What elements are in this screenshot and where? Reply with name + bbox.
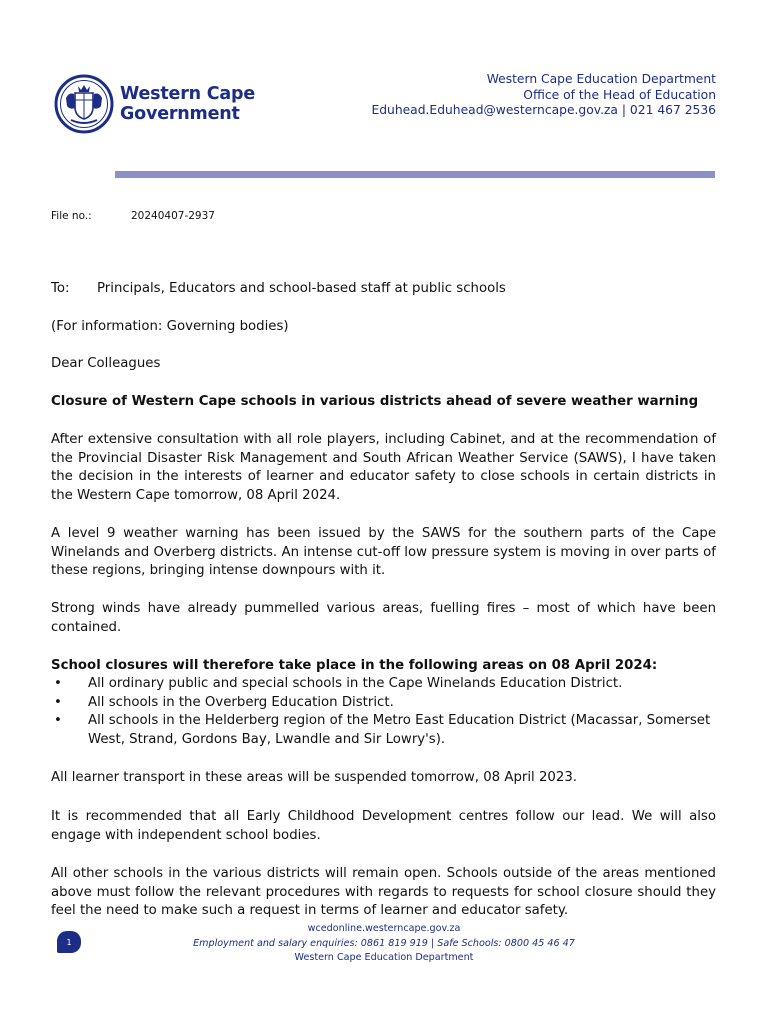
closure-item [51,694,716,713]
closure-item-text: All ordinary public and special schools in the Cape Winelands Education District. [88,676,623,691]
footer-enquiries: Employment and salary enquiries: 0861 819 919 | Safe Schools: 0800 45 46 47 [193,937,575,949]
header-divider-bar [115,171,715,178]
paragraph-learner-transport: All learner transport in these areas will be suspended tomorrow, 08 April 2023. [51,770,578,785]
closures-list [51,675,716,749]
bullet-icon: • [54,676,62,691]
recipient-label: To: [51,281,70,296]
closure-item-text: All schools in the Helderberg region of the Metro East Education District (Macassar, Somerset West, Strand, Gordons Bay, Lwandle and Sir Lowry's). [88,713,711,747]
paragraph-ecd-centres: It is recommended that all Early Childhood Development centres follow our lead. We will also engage with independent school bodies. [51,809,716,843]
logo-line-2: Government [120,104,240,124]
department-name: Western Cape Education Department [486,72,716,86]
coat-of-arms-icon [54,74,114,134]
closure-item [51,675,716,694]
recipient-value: Principals, Educators and school-based staff at public schools [97,281,506,296]
file-number-label: File no.: [51,210,92,222]
contact-email-phone: Eduhead.Eduhead@westerncape.gov.za | 021 467 2536 [371,103,716,117]
logo-line-1: Western Cape [120,84,256,104]
page-footer [0,922,768,966]
salutation: Dear Colleagues [51,356,161,371]
bullet-icon: • [54,713,62,728]
bullet-icon: • [54,694,62,710]
office-name: Office of the Head of Education [523,87,716,102]
closure-item-text: All schools in the Overberg Education District. [88,694,394,710]
paragraph-weather-warning: A level 9 weather warning has been issued by the SAWS for the southern parts of the Cape Winelands and Overberg districts. An intense cut-off low pressure system is moving in over parts of these regions, bringing intense downpours with it. [51,526,716,578]
footer-website[interactable]: wcedonline.westerncape.gov.za [307,923,461,934]
wc-government-logo [54,74,264,134]
page-number-badge: 1 [57,931,81,953]
for-information-line: (For information: Governing bodies) [51,319,289,334]
closures-heading: School closures will therefore take place in the following areas on 08 April 2024: [51,658,658,673]
paragraph-consultation: After extensive consultation with all role players, including Cabinet, and at the recommendation of the Provincial Disaster Risk Management and South African Weather Service (SAWS), I have taken the decision in the interests of learner and educator safety to close schools in certain districts in the Western Cape tomorrow, 08 April 2024. [51,432,716,503]
department-contact-block [371,72,716,119]
letter-subject: Closure of Western Cape schools in various districts ahead of severe weather warning [51,394,699,409]
closure-item [51,712,716,749]
paragraph-other-schools: All other schools in the various districts will remain open. Schools outside of the areas mentioned above must follow the relevant procedures with regards to requests for school closure should they feel the need to make such a request in terms of learner and educator safety. [51,866,716,918]
logo-wordmark [120,84,255,124]
paragraph-strong-winds: Strong winds have already pummelled various areas, fuelling fires – most of which have been contained. [51,601,716,635]
footer-department: Western Cape Education Department [294,952,474,963]
file-number-value: 20240407-2937 [131,210,215,222]
